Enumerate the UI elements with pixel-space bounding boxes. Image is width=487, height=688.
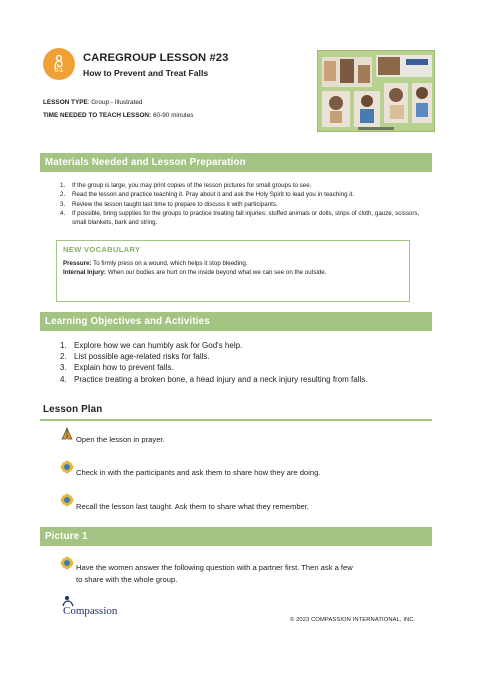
list-item: 3. Review the lesson taught last time to prepare to discuss it with participants. (60, 200, 278, 208)
list-item: 4. If possible, bring supplies for the groups to practice treating fall injuries: stuffed animals or dolls, strips of cloth, gauze, scissors, small blankets, bark and string. (60, 209, 420, 227)
lesson-title: CAREGROUP LESSON #23 (83, 52, 229, 64)
step-text: to share with the whole group. (76, 575, 178, 584)
flower-icon (60, 493, 74, 507)
step-text: Have the women answer the following question with a partner first. Then ask a few (76, 563, 353, 572)
step-text: Check in with the participants and ask them to share how they are doing. (76, 468, 321, 477)
divider (40, 419, 432, 421)
list-item: 2. Read the lesson and practice teaching it. Pray about it and ask the Holy Spirit to lead you in teaching it. (60, 191, 355, 199)
objectives-list (60, 340, 430, 385)
lesson-type: LESSON TYPE: Group - Illustrated (43, 99, 143, 106)
list-item: 3. Explain how to prevent falls. (60, 363, 174, 373)
flower-icon (60, 460, 74, 474)
materials-list (60, 181, 430, 227)
list-item: 1. If the group is large, you may print copies of the lesson pictures for small groups to see. (60, 182, 312, 189)
vocab-term: Internal Injury: When our bodies are hurt on the inside beyond what we can see on the outside. (63, 269, 327, 277)
materials-heading: Materials Needed and Lesson Preparation (40, 153, 432, 172)
lesson-pictures-thumbnail (317, 50, 435, 132)
vocab-term: Pressure: To firmly press on a wound, which helps it stop bleeding. (63, 260, 248, 267)
flower-icon (60, 556, 74, 570)
compassion-logo: Compassion (63, 605, 117, 617)
vocabulary-box (56, 240, 410, 302)
figure-icon (61, 595, 75, 607)
lesson-subtitle: How to Prevent and Treat Falls (83, 68, 209, 78)
step-text: Recall the lesson last taught. Ask them to share what they remember. (76, 502, 309, 511)
list-item: 2. List possible age-related risks for falls. (60, 352, 210, 362)
age-label: 0-1 (55, 68, 63, 74)
list-item: 1. Explore how we can humbly ask for God's help. (60, 341, 243, 350)
praying-hands-icon (60, 427, 74, 441)
time-needed: TIME NEEDED TO TEACH LESSON: 60-90 minutes (43, 112, 194, 119)
objectives-heading: Learning Objectives and Activities (40, 312, 432, 331)
step-text: Open the lesson in prayer. (76, 435, 165, 444)
copyright: © 2023 COMPASSION INTERNATIONAL, INC. (290, 617, 416, 623)
picture1-heading: Picture 1 (40, 527, 432, 546)
age-logo (43, 48, 75, 80)
vocabulary-heading: NEW VOCABULARY (63, 245, 141, 254)
lesson-plan-heading: Lesson Plan (43, 404, 103, 415)
list-item: 4. Practice treating a broken bone, a head injury and a neck injury resulting from falls. (60, 374, 368, 384)
